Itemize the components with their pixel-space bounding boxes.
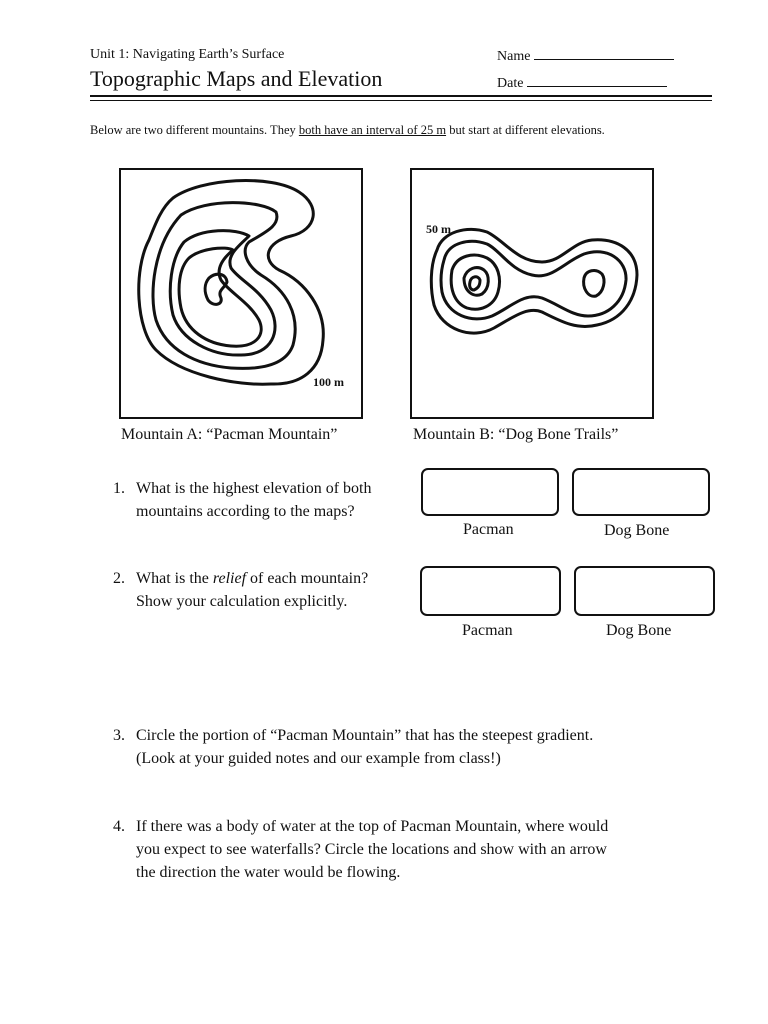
answer-box-q1-pacman[interactable]: [421, 468, 559, 516]
question-4: [113, 815, 693, 887]
question-text-line: If there was a body of water at the top of Pacman Mountain, where would: [136, 818, 609, 835]
contour-line: [205, 274, 227, 304]
question-text-line: (Look at your guided notes and our example from class!): [136, 750, 501, 767]
map-b-caption: Mountain B: “Dog Bone Trails”: [413, 426, 619, 443]
date-blank-line[interactable]: [527, 74, 667, 87]
answer-box-q2-pacman[interactable]: [420, 566, 561, 616]
unit-heading: Unit 1: Navigating Earth’s Surface: [90, 47, 285, 62]
answer-box-q1-dog-bone[interactable]: [572, 468, 710, 516]
question-text-line: Circle the portion of “Pacman Mountain” that has the steepest gradient.: [136, 727, 594, 744]
intro-underlined: both have an interval of 25 m: [298, 123, 447, 137]
contour-line: [464, 268, 488, 296]
name-field[interactable]: [497, 47, 674, 65]
contour-line: [470, 277, 480, 290]
answer-label-q2-pacman: Pacman: [462, 622, 513, 639]
question-text-line: [136, 567, 368, 590]
answer-label-q1-pacman: Pacman: [463, 521, 514, 538]
name-blank-line[interactable]: [534, 47, 674, 60]
question-text-line: What is the highest elevation of both: [136, 480, 372, 497]
contour-line: [584, 271, 604, 297]
intro-text: [90, 123, 605, 138]
answer-label-q1-dog-bone: Dog Bone: [604, 522, 670, 539]
question-number: 2.: [113, 570, 125, 587]
question-text-line: you expect to see waterfalls? Circle the locations and show with an arrow: [136, 841, 607, 858]
answer-box-q2-dog-bone[interactable]: [574, 566, 715, 616]
question-text-line: Show your calculation explicitly.: [136, 593, 348, 610]
header-rule-thin: [90, 100, 712, 101]
intro-part-1: Below are two different mountains. They: [90, 123, 299, 137]
question-2: [113, 567, 413, 617]
question-text-part: of each mountain?: [246, 570, 369, 587]
question-text-line: mountains according to the maps?: [136, 503, 355, 520]
worksheet-title: Topographic Maps and Elevation: [90, 66, 383, 91]
map-a-caption: Mountain A: “Pacman Mountain”: [121, 426, 338, 443]
question-3: [113, 724, 673, 774]
date-label: Date: [497, 76, 524, 91]
question-number: 4.: [113, 818, 125, 835]
question-text-part: What is the: [136, 570, 213, 587]
question-number: 3.: [113, 727, 125, 744]
header-rule-thick: [90, 95, 712, 97]
question-1: [113, 477, 413, 527]
map-pacman-mountain[interactable]: [119, 168, 363, 419]
map-a-elevation-label: 100 m: [313, 375, 344, 389]
question-text-line: the direction the water would be flowing.: [136, 864, 401, 881]
question-number: 1.: [113, 480, 125, 497]
name-label: Name: [497, 49, 531, 64]
dog-bone-contour-lines: [412, 170, 652, 417]
relief-term: relief: [212, 570, 247, 587]
map-dog-bone-trails[interactable]: [410, 168, 654, 419]
contour-line: [451, 255, 499, 309]
date-field[interactable]: [497, 74, 667, 92]
intro-part-2: but start at different elevations.: [446, 123, 605, 137]
answer-label-q2-dog-bone: Dog Bone: [606, 622, 672, 639]
map-b-elevation-label: 50 m: [426, 222, 451, 236]
